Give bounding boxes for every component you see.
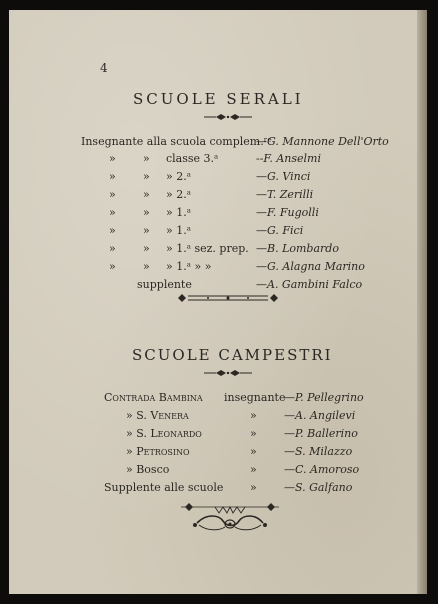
list-item: » » » 2.ᵃ —G. Vinci [109,170,311,183]
list-item: » Bosco » —C. Amoroso [126,463,360,476]
list-item: » S. Leonardo » —P. Ballerino [126,427,358,440]
ornament-divider-icon [202,368,254,378]
list-item: Contrada Bambina insegnante —P. Pellegrino [104,391,364,404]
ornament-divider-icon [202,112,254,122]
list-item: » » » 1.ᵃ sez. prep. —B. Lombardo [109,242,339,255]
page-number: 4 [100,61,108,75]
list-item: » S. Venera » —A. Angilevi [126,409,356,422]
list-item: » » » 1.ᵃ —F. Fugolli [109,206,319,219]
ornament-rule-icon [174,291,282,305]
list-item: » » » 2.ᵃ —T. Zerilli [109,188,314,201]
section-title-campestri: SCUOLE CAMPESTRI [132,346,333,364]
list-item: Insegnante alla scuola complem.ʳᵉ —G. Mannone Dell'Orto [81,135,389,148]
list-item: » » » 1.ᵃ —G. Fici [109,224,304,237]
list-item: » Petrosino » —S. Milazzo [126,445,353,458]
document-page [9,10,427,594]
list-item: » » » 1.ᵃ » » —G. Alagna Marino [109,260,365,273]
book-spine [417,10,427,594]
list-item: Supplente alle scuole » —S. Galfano [104,481,353,494]
section-title-serali: SCUOLE SERALI [133,90,304,108]
list-item: » » classe 3.ᵃ --F. Anselmi [109,152,321,165]
list-item: supplente —A. Gambini Falco [137,278,363,291]
ornament-tailpiece-icon [177,503,283,537]
